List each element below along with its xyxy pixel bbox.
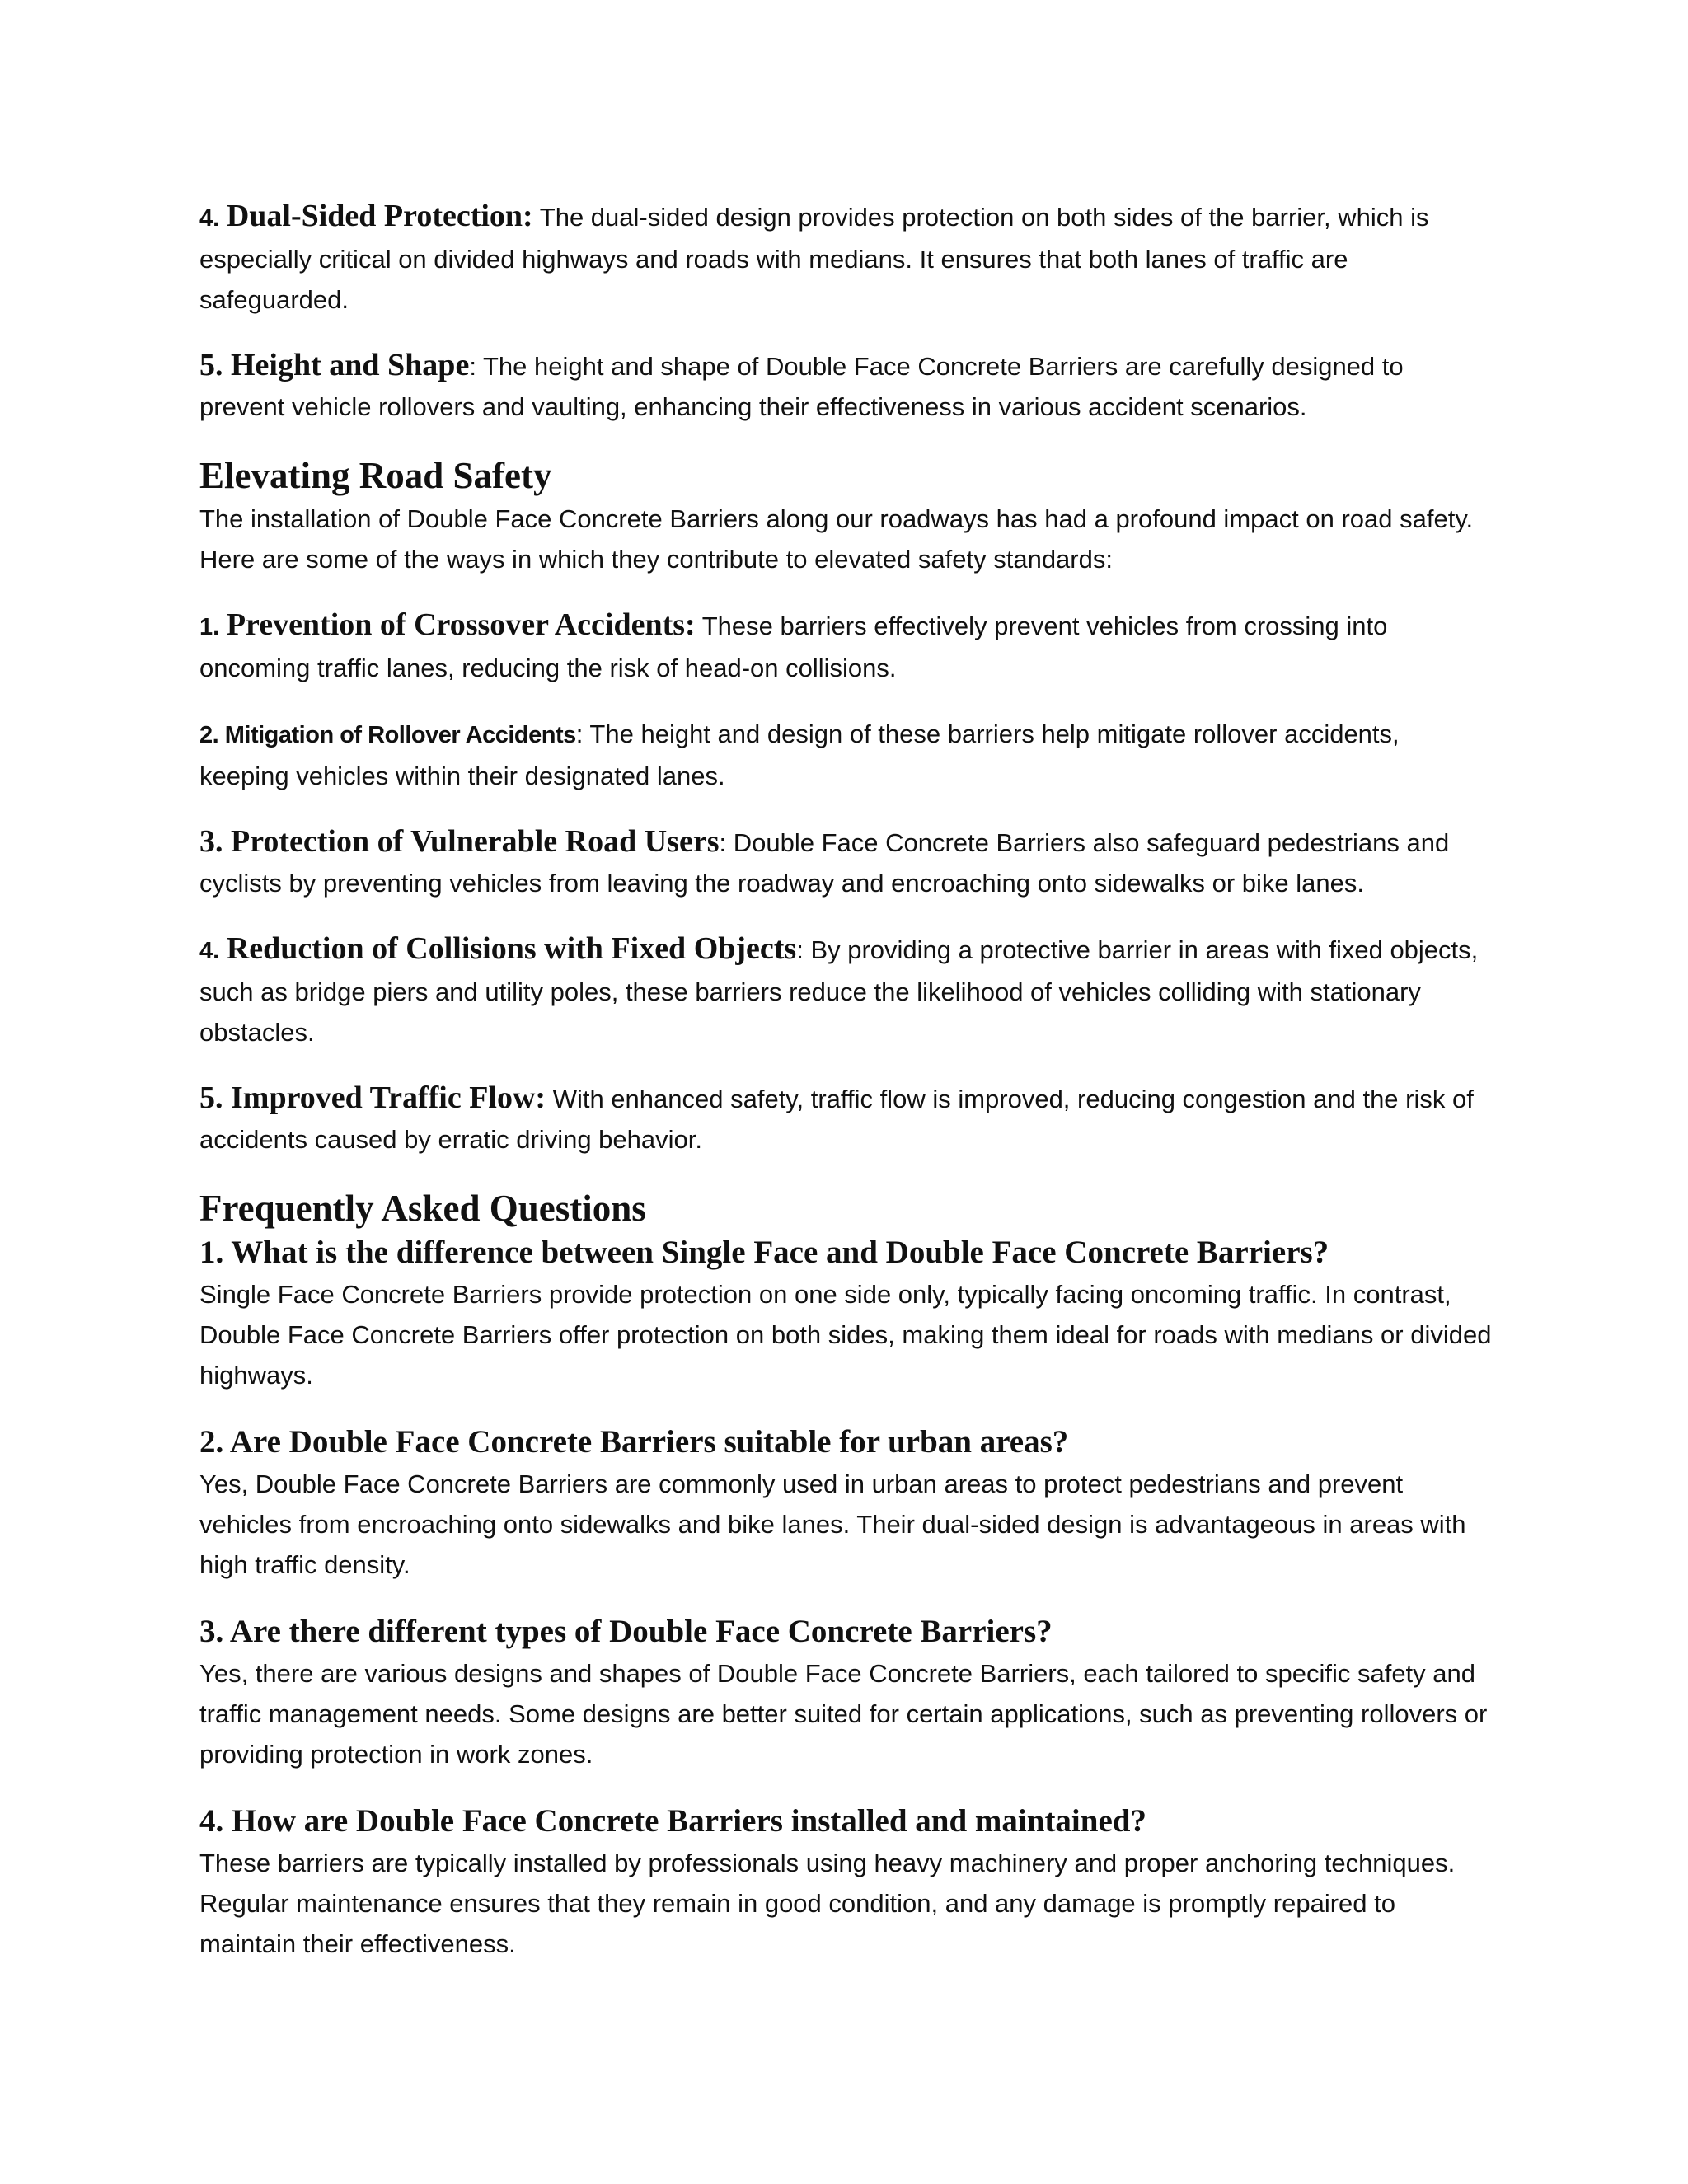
elevating-item-4	[199, 929, 1493, 1052]
document-page	[199, 196, 1493, 1990]
section-heading-elevating: Elevating Road Safety	[199, 455, 552, 496]
item-title: 5. Height and Shape	[199, 348, 470, 382]
faq-question-3: 3. Are there different types of Double Face Concrete Barriers?	[199, 1614, 1053, 1649]
height-shape-paragraph	[199, 345, 1493, 427]
elevating-item-2	[199, 714, 1493, 796]
item-text: The dual-sided design provides protection on both sides of the barrier, which is especially critical on divided highways and roads with medians. It ensures that both lanes of traffic are safeguarded.	[199, 203, 1429, 314]
faq-answer-3: Yes, there are various designs and shapes of Double Face Concrete Barriers, each tailored to specific safety and traffic management needs. Some designs are better suited for certain applications, such as preventing rollovers or providing protection in work zones.	[199, 1659, 1488, 1769]
item-number: 1.	[199, 614, 220, 640]
item-title: 3. Protection of Vulnerable Road Users	[199, 824, 720, 859]
elevating-item-5	[199, 1078, 1493, 1160]
section-heading-faq: Frequently Asked Questions	[199, 1188, 646, 1229]
item-title: 2. Mitigation of Rollover Accidents	[199, 722, 576, 748]
elevating-intro: The installation of Double Face Concrete Barriers along our roadways has had a profound impact on road safety. Here are some of the ways in which they contribute to elevated safety standards:	[199, 504, 1474, 574]
faq-answer-1: Single Face Concrete Barriers provide protection on one side only, typically facing oncoming traffic. In contrast, Double Face Concrete Barriers offer protection on both sides, making them ideal for roads with medians or divided highways.	[199, 1280, 1492, 1390]
faq-question-2: 2. Are Double Face Concrete Barriers suitable for urban areas?	[199, 1424, 1069, 1460]
item-text: : Double Face Concrete Barriers also safeguard pedestrians and cyclists by preventing vehicles from leaving the roadway and encroaching onto sidewalks or bike lanes.	[199, 828, 1450, 898]
item-text: With enhanced safety, traffic flow is improved, reducing congestion and the risk of accidents caused by erratic driving behavior.	[199, 1085, 1474, 1154]
item-title: Prevention of Crossover Accidents:	[226, 607, 696, 642]
elevating-item-1	[199, 605, 1493, 688]
item-text: : The height and shape of Double Face Concrete Barriers are carefully designed to prevent vehicle rollovers and vaulting, enhancing their effectiveness in various accident scenarios.	[199, 352, 1404, 421]
faq-question-1: 1. What is the difference between Single Face and Double Face Concrete Barriers?	[199, 1235, 1329, 1270]
item-text: : By providing a protective barrier in areas with fixed objects, such as bridge piers and utility poles, these barriers reduce the likelihood of vehicles colliding with stationary obstacles.	[199, 935, 1479, 1047]
item-title: Reduction of Collisions with Fixed Objects	[226, 931, 797, 966]
item-number: 4.	[199, 938, 220, 964]
faq-answer-4: These barriers are typically installed by professionals using heavy machinery and proper anchoring techniques. Regular maintenance ensures that they remain in good condition, and any damage is promptly repaired to maintain their effectiveness.	[199, 1849, 1456, 1958]
elevating-item-3	[199, 822, 1493, 903]
item-title: 5. Improved Traffic Flow:	[199, 1080, 546, 1115]
item-text: These barriers effectively prevent vehicles from crossing into oncoming traffic lanes, reducing the risk of head-on collisions.	[199, 612, 1388, 682]
item-title: Dual-Sided Protection:	[226, 199, 533, 233]
dual-sided-protection-paragraph	[199, 196, 1493, 320]
item-text: : The height and design of these barriers help mitigate rollover accidents, keeping vehicles within their designated lanes.	[199, 719, 1400, 790]
faq-answer-2: Yes, Double Face Concrete Barriers are commonly used in urban areas to protect pedestrians and prevent vehicles from encroaching onto sidewalks and bike lanes. Their dual-sided design is advantageous in areas with high traffic density.	[199, 1469, 1466, 1579]
faq-question-4: 4. How are Double Face Concrete Barriers installed and maintained?	[199, 1803, 1146, 1839]
item-number: 4.	[199, 205, 220, 232]
